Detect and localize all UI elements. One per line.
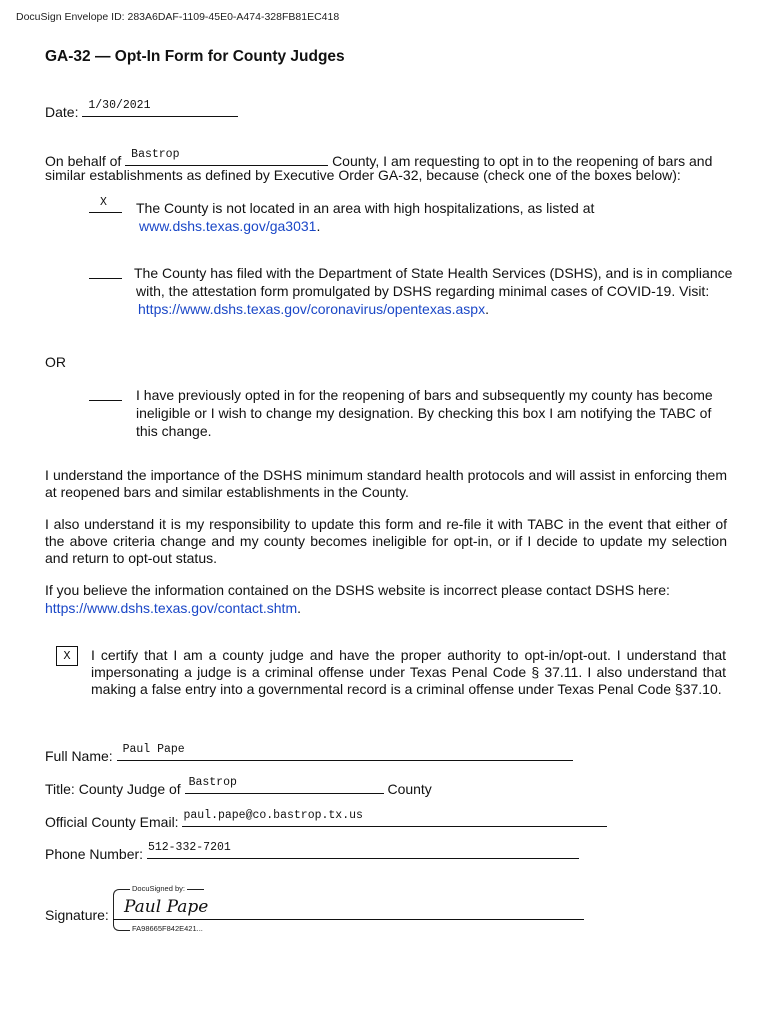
full-name-row <box>45 745 573 765</box>
intro-county-value: Bastrop <box>131 148 180 161</box>
date-value: 1/30/2021 <box>88 99 151 112</box>
signature-field[interactable] <box>113 907 584 920</box>
title-county-field[interactable] <box>185 778 384 794</box>
option-1-link-row <box>139 218 320 236</box>
option-1-mark: X <box>100 196 107 209</box>
envelope-id: DocuSign Envelope ID: 283A6DAF-1109-45E0-A474-328FB81EC418 <box>16 11 340 23</box>
date-label: Date: <box>45 104 79 120</box>
signature-row <box>45 907 584 924</box>
date-field[interactable] <box>82 101 238 117</box>
email-row <box>45 811 607 831</box>
paragraph-responsibility: I also understand it is my responsibility to update this form and re-file it with TABC in the event that either of the above criteria change and my county becomes ineligible for opt-in, or if I decide to update my selection and return to opt-out status. <box>45 516 727 566</box>
option-2-line-2: with, the attestation form promulgated by DSHS regarding minimal cases of COVID-19. Visit: <box>136 283 710 299</box>
option-2-link-row <box>138 301 489 319</box>
intro-suffix: County, I am requesting to opt in to the reopening of bars and <box>332 153 713 169</box>
option-2-blank[interactable] <box>89 266 122 282</box>
option-3-line-2: ineligible or I wish to change my designation. By checking this box I am notifying the TABC of <box>136 405 712 421</box>
signature-script: Paul Pape <box>124 897 209 917</box>
certify-checkbox[interactable]: X <box>56 646 78 666</box>
title-row <box>45 778 432 798</box>
signature-label: Signature: <box>45 907 109 923</box>
email-value: paul.pape@co.bastrop.tx.us <box>183 809 363 822</box>
phone-field[interactable] <box>147 843 579 859</box>
phone-value: 512-332-7201 <box>147 841 231 854</box>
contact-link-suffix: . <box>297 600 301 616</box>
option-1-link[interactable]: www.dshs.texas.gov/ga3031 <box>139 218 317 234</box>
or-label: OR <box>45 354 66 370</box>
page-title: GA-32 — Opt-In Form for County Judges <box>45 48 345 65</box>
paragraph-understand: I understand the importance of the DSHS minimum standard health protocols and will assist in enforcing them at reopened bars and similar establishments in the County. <box>45 467 727 500</box>
email-label: Official County Email: <box>45 814 179 830</box>
title-suffix: County <box>387 781 432 797</box>
email-field[interactable] <box>182 811 607 827</box>
title-county-value: Bastrop <box>188 776 237 789</box>
signature-caption-bottom: FA98665F842E421... <box>132 924 203 933</box>
option-3-blank[interactable] <box>89 388 122 404</box>
intro-county-field[interactable] <box>125 150 328 166</box>
signature-caption-top: DocuSigned by: <box>132 884 185 893</box>
certify-text: I certify that I am a county judge and have the proper authority to opt-in/opt-out. I understand that impersonating a judge is a criminal offense under Texas Penal Code § 37.11. I also understand that making a false entry into a governmental record is a criminal offense under Texas Penal Code §37.10. <box>91 647 726 697</box>
intro-line-2: similar establishments as defined by Executive Order GA-32, because (check one of the boxes below): <box>45 167 681 183</box>
contact-link-row <box>45 600 727 617</box>
option-3-line-3: this change. <box>136 423 212 439</box>
option-1-blank[interactable] <box>89 196 122 216</box>
option-2-link-suffix: . <box>485 301 489 317</box>
option-3-line-1: I have previously opted in for the reopening of bars and subsequently my county has become <box>136 387 713 403</box>
option-2-line-1: The County has filed with the Department of State Health Services (DSHS), and is in compliance <box>134 265 733 281</box>
paragraph-contact: If you believe the information contained on the DSHS website is incorrect please contact DSHS here: <box>45 582 670 598</box>
option-1-text: The County is not located in an area with high hospitalizations, as listed at <box>136 200 595 216</box>
full-name-value: Paul Pape <box>122 743 185 756</box>
intro-prefix: On behalf of <box>45 153 122 169</box>
phone-label: Phone Number: <box>45 846 144 862</box>
full-name-field[interactable] <box>117 745 573 761</box>
date-row <box>45 101 238 121</box>
option-2-link[interactable]: https://www.dshs.texas.gov/coronavirus/opentexas.aspx <box>138 301 486 317</box>
title-label: Title: County Judge of <box>45 781 181 797</box>
full-name-label: Full Name: <box>45 748 113 764</box>
option-1-link-suffix: . <box>316 218 321 234</box>
phone-row <box>45 843 579 863</box>
contact-link[interactable]: https://www.dshs.texas.gov/contact.shtm <box>45 600 298 616</box>
